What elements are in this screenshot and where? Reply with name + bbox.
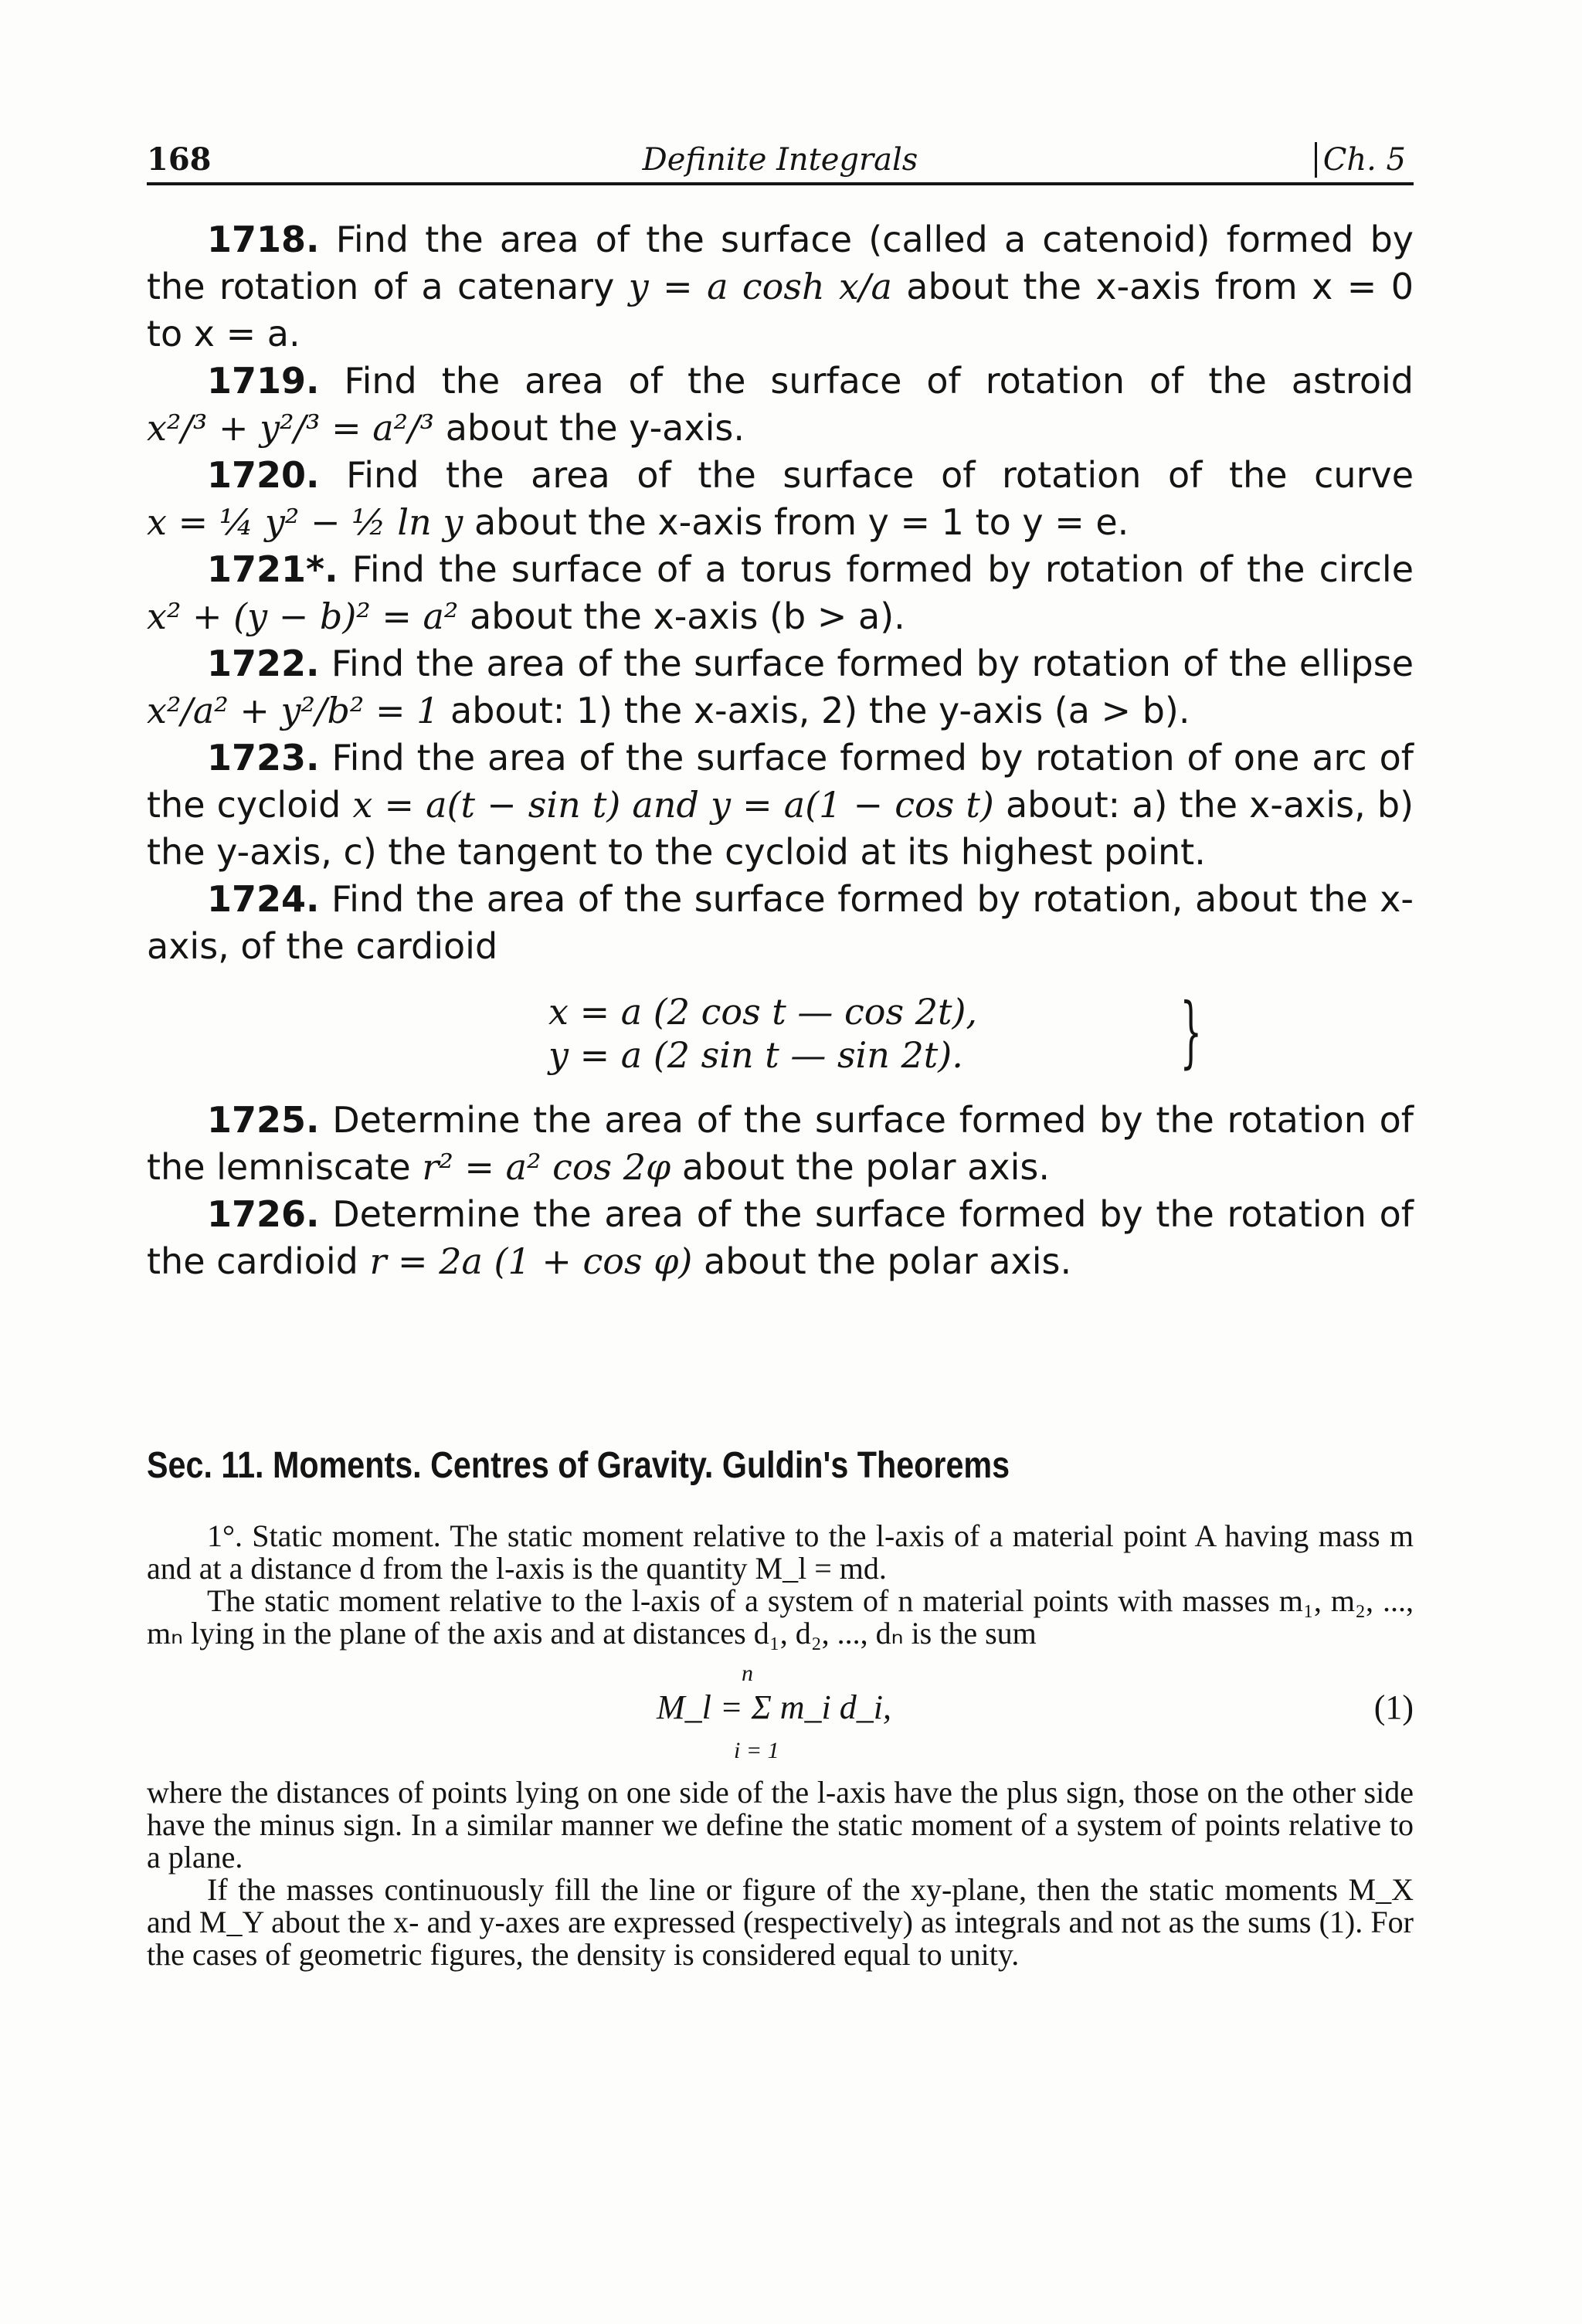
equation-line-y: y = a (2 sin t — sin 2t). xyxy=(548,1034,963,1076)
problem-1726: 1726. Determine the area of the surface formed by the rotation of the cardioid r = 2a (1 + cos φ) about the polar axis. xyxy=(147,1193,1414,1282)
sum-lower-limit: i = 1 xyxy=(734,1738,779,1763)
sum-equation xyxy=(147,1657,1414,1766)
sum-formula: M_l = Σ m_i d_i, xyxy=(657,1688,891,1726)
sum-upper-limit: n xyxy=(742,1661,753,1686)
equation-number: (1) xyxy=(1373,1688,1414,1726)
problem-list xyxy=(147,216,1414,1285)
problem-1720: 1720. Find the area of the surface of rotation of the curve x = ¼ y² − ½ ln y about the x-axis from y = 1 to y = e. xyxy=(147,454,1414,543)
page-header xyxy=(147,136,1414,185)
sign-convention: where the distances of points lying on one side of the l-axis have the plus sign, those on the other side have the minus sign. In a similar manner we define the static moment of a system of points relative to a plane. xyxy=(147,1775,1414,1874)
right-brace: } xyxy=(1180,986,1203,1077)
problem-1723: 1723. Find the area of the surface formed by rotation of one arc of the cycloid x = a(t − sin t) and y = a(1 − cos t) about: a) the x-axis, b) the y-axis, c) the tangent to the cycloid at its highest point. xyxy=(147,737,1414,873)
problem-1721: 1721*. Find the surface of a torus formed by rotation of the circle x² + (y − b)² = a² about the x-axis (b > a). xyxy=(147,548,1414,637)
continuous-mass-note: If the masses continuously fill the line or figure of the xy-plane, then the static moments M_X and M_Y about the x- and y-axes are expressed (respectively) as integrals and not as the sums (1). For the cases of geometric figures, the density is considered equal to unity. xyxy=(147,1872,1414,1972)
page-number: 168 xyxy=(147,141,212,178)
problem-1719: 1719. Find the area of the surface of rotation of the astroid x²/³ + y²/³ = a²/³ about the y-axis. xyxy=(147,360,1414,449)
cardioid-equations xyxy=(147,986,1414,1077)
static-moment-definition: 1°. Static moment. The static moment relative to the l-axis of a material point A having mass m and at a distance d from the l-axis is the quantity M_l = md. xyxy=(147,1518,1414,1586)
chapter-label: Ch. 5 xyxy=(1315,142,1406,178)
equation-line-x: x = a (2 cos t — cos 2t), xyxy=(548,991,978,1033)
problem-1722: 1722. Find the area of the surface formed by rotation of the ellipse x²/a² + y²/b² = 1 about: 1) the x-axis, 2) the y-axis (a > b). xyxy=(147,643,1414,731)
theory-text xyxy=(147,1520,1414,1971)
running-title: Definite Integrals xyxy=(642,142,918,178)
section-heading: Sec. 11. Moments. Centres of Gravity. Guldin's Theorems xyxy=(147,1445,1010,1486)
problem-1718: 1718. Find the area of the surface (called a catenoid) formed by the rotation of a catenary y = a cosh x/a about the x-axis from x = 0 to x = a. xyxy=(147,219,1414,355)
problem-1724: 1724. Find the area of the surface formed by rotation, about the x-axis, of the cardioid xyxy=(147,878,1414,967)
system-static-moment: The static moment relative to the l-axis of a system of n material points with masses m₁, m₂, ..., mₙ lying in the plane of the axis and at distances d₁, d₂, ..., dₙ is the sum xyxy=(147,1583,1414,1651)
problem-1725: 1725. Determine the area of the surface formed by the rotation of the lemniscate r² = a² cos 2φ about the polar axis. xyxy=(147,1099,1414,1188)
